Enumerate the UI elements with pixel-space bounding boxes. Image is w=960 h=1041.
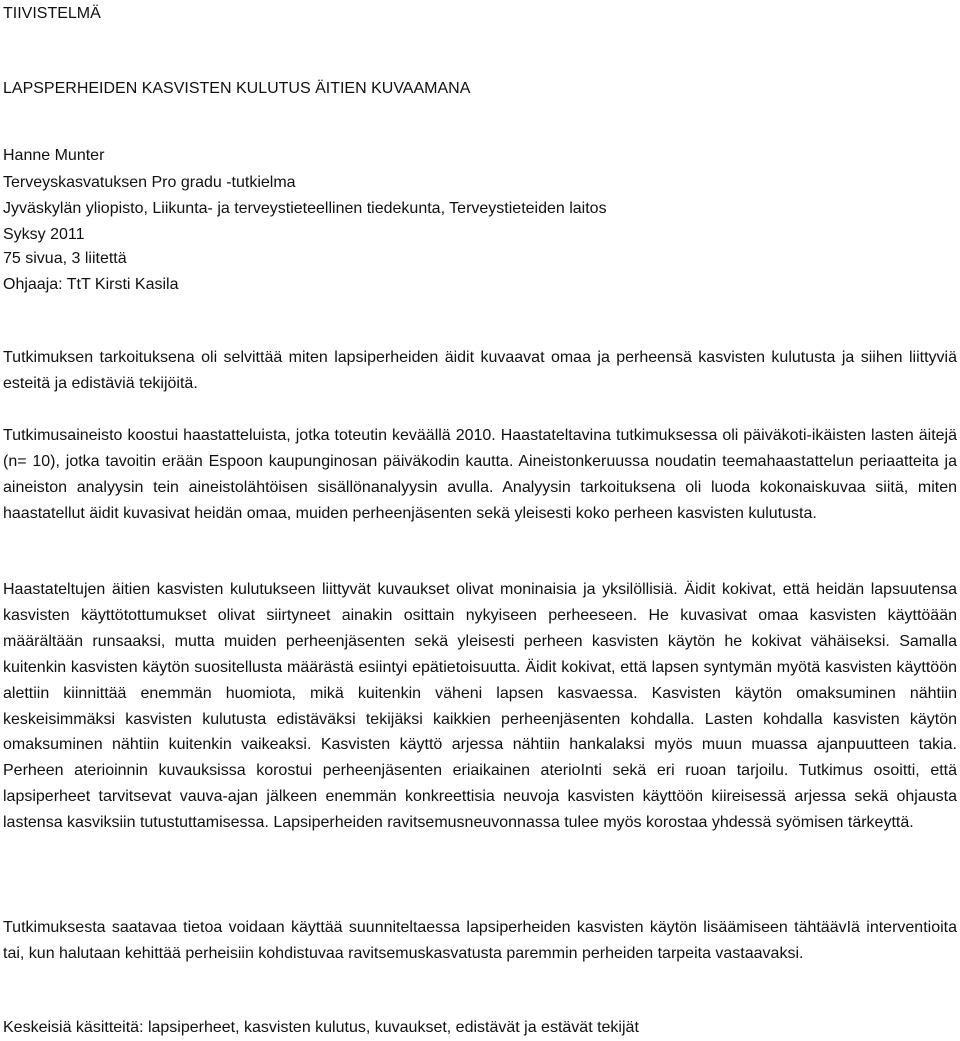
term: Syksy 2011	[3, 226, 85, 243]
abstract-paragraph-method: Tutkimusaineisto koostui haastatteluista, jotka toteutin keväällä 2010. Haastateltavina tutkimuksessa oli päiväkoti-ikäisten lasten äitejä (n= 10), jotka tavoitin erään Espoon kaupunginosan päiväkodin kautta. Aineistonkeruussa noudatin teemahaastattelun periaatteita ja aineiston analyysin tein aineistolähtöisen sisällönanalyysin avulla. Analyysin tarkoituksena oli luoda kokonaiskuvaa siitä, miten haastatellut äidit kuvasivat heidän omaa, muiden perheenjäsenten sekä yleisesti koko perheen kasvisten kulutusta.	[3, 427, 957, 522]
page-count: 75 sivua, 3 liitettä	[3, 250, 127, 267]
keywords: Keskeisiä käsitteitä: lapsiperheet, kasvisten kulutus, kuvaukset, edistävät ja estävät tekijät	[3, 1019, 639, 1036]
abstract-paragraph-purpose: Tutkimuksen tarkoituksena oli selvittää miten lapsiperheiden äidit kuvaavat omaa ja perheensä kasvisten kulutusta ja siihen liittyviä esteitä ja edistäviä tekijöitä.	[3, 349, 957, 392]
abstract-heading: TIIVISTELMÄ	[3, 5, 101, 22]
thesis-title: LAPSPERHEIDEN KASVISTEN KULUTUS ÄITIEN KUVAAMANA	[3, 80, 471, 97]
author-name: Hanne Munter	[3, 147, 105, 164]
institution: Jyväskylän yliopisto, Liikunta- ja terveystieteellinen tiedekunta, Terveystieteiden laitos	[3, 200, 607, 217]
supervisor: Ohjaaja: TtT Kirsti Kasila	[3, 276, 179, 293]
abstract-paragraph-results: Haastateltujen äitien kasvisten kulutukseen liittyvät kuvaukset olivat moninaisia ja yksilöllisiä. Äidit kokivat, että heidän lapsuutensa kasvisten käyttötottumukset olivat siirtyneet ainakin osittain nykyiseen perheeseen. He kuvasivat omaa kasvisten käyttöään määrältään runsaaksi, mutta muiden perheenjäsenten sekä yleisesti perheen kasvisten käytön he kokivat vähäiseksi. Samalla kuitenkin kasvisten käytön suositellusta määrästä esiintyi epätietoisuutta. Äidit kokivat, että lapsen syntymän myötä kasvisten käyttöön alettiin kiinnittää enemmän huomiota, mikä kuitenkin väheni lapsen kasvaessa. Kasvisten käytön omaksuminen nähtiin keskeisimmäksi kasvisten kulutusta edistäväksi tekijäksi kaikkien perheenjäsenten kohdalla. Lasten kohdalla kasvisten käytön omaksuminen nähtiin kuitenkin vaikeaksi. Kasvisten käyttö arjessa nähtiin hankalaksi myös muun muassa ajanpuutteen takia. Perheen aterioinnin kuvauksissa korostui perheenjäsenten eriaikainen aterioInti sekä eri ruoan tarjoilu. Tutkimus osoitti, että lapsiperheet tarvitsevat vauva-ajan jälkeen enemmän konkreettisia neuvoja kasvisten käyttöön kiireisessä arjessa sekä ohjausta lastensa kasviksiin tutustuttamisessa. Lapsiperheiden ravitsemusneuvonnassa tulee myös korostaa yhdessä syömisen tärkeyttä.	[3, 581, 957, 832]
abstract-paragraph-conclusion: Tutkimuksesta saatavaa tietoa voidaan käyttää suunniteltaessa lapsiperheiden kasvisten käytön lisäämiseen tähtäävIä interventioita tai, kun halutaan kehittää perheisiin kohdistuvaa ravitsemuskasvatusta paremmin perheiden tarpeita vastaavaksi.	[3, 919, 957, 962]
thesis-type: Terveyskasvatuksen Pro gradu -tutkielma	[3, 174, 296, 191]
